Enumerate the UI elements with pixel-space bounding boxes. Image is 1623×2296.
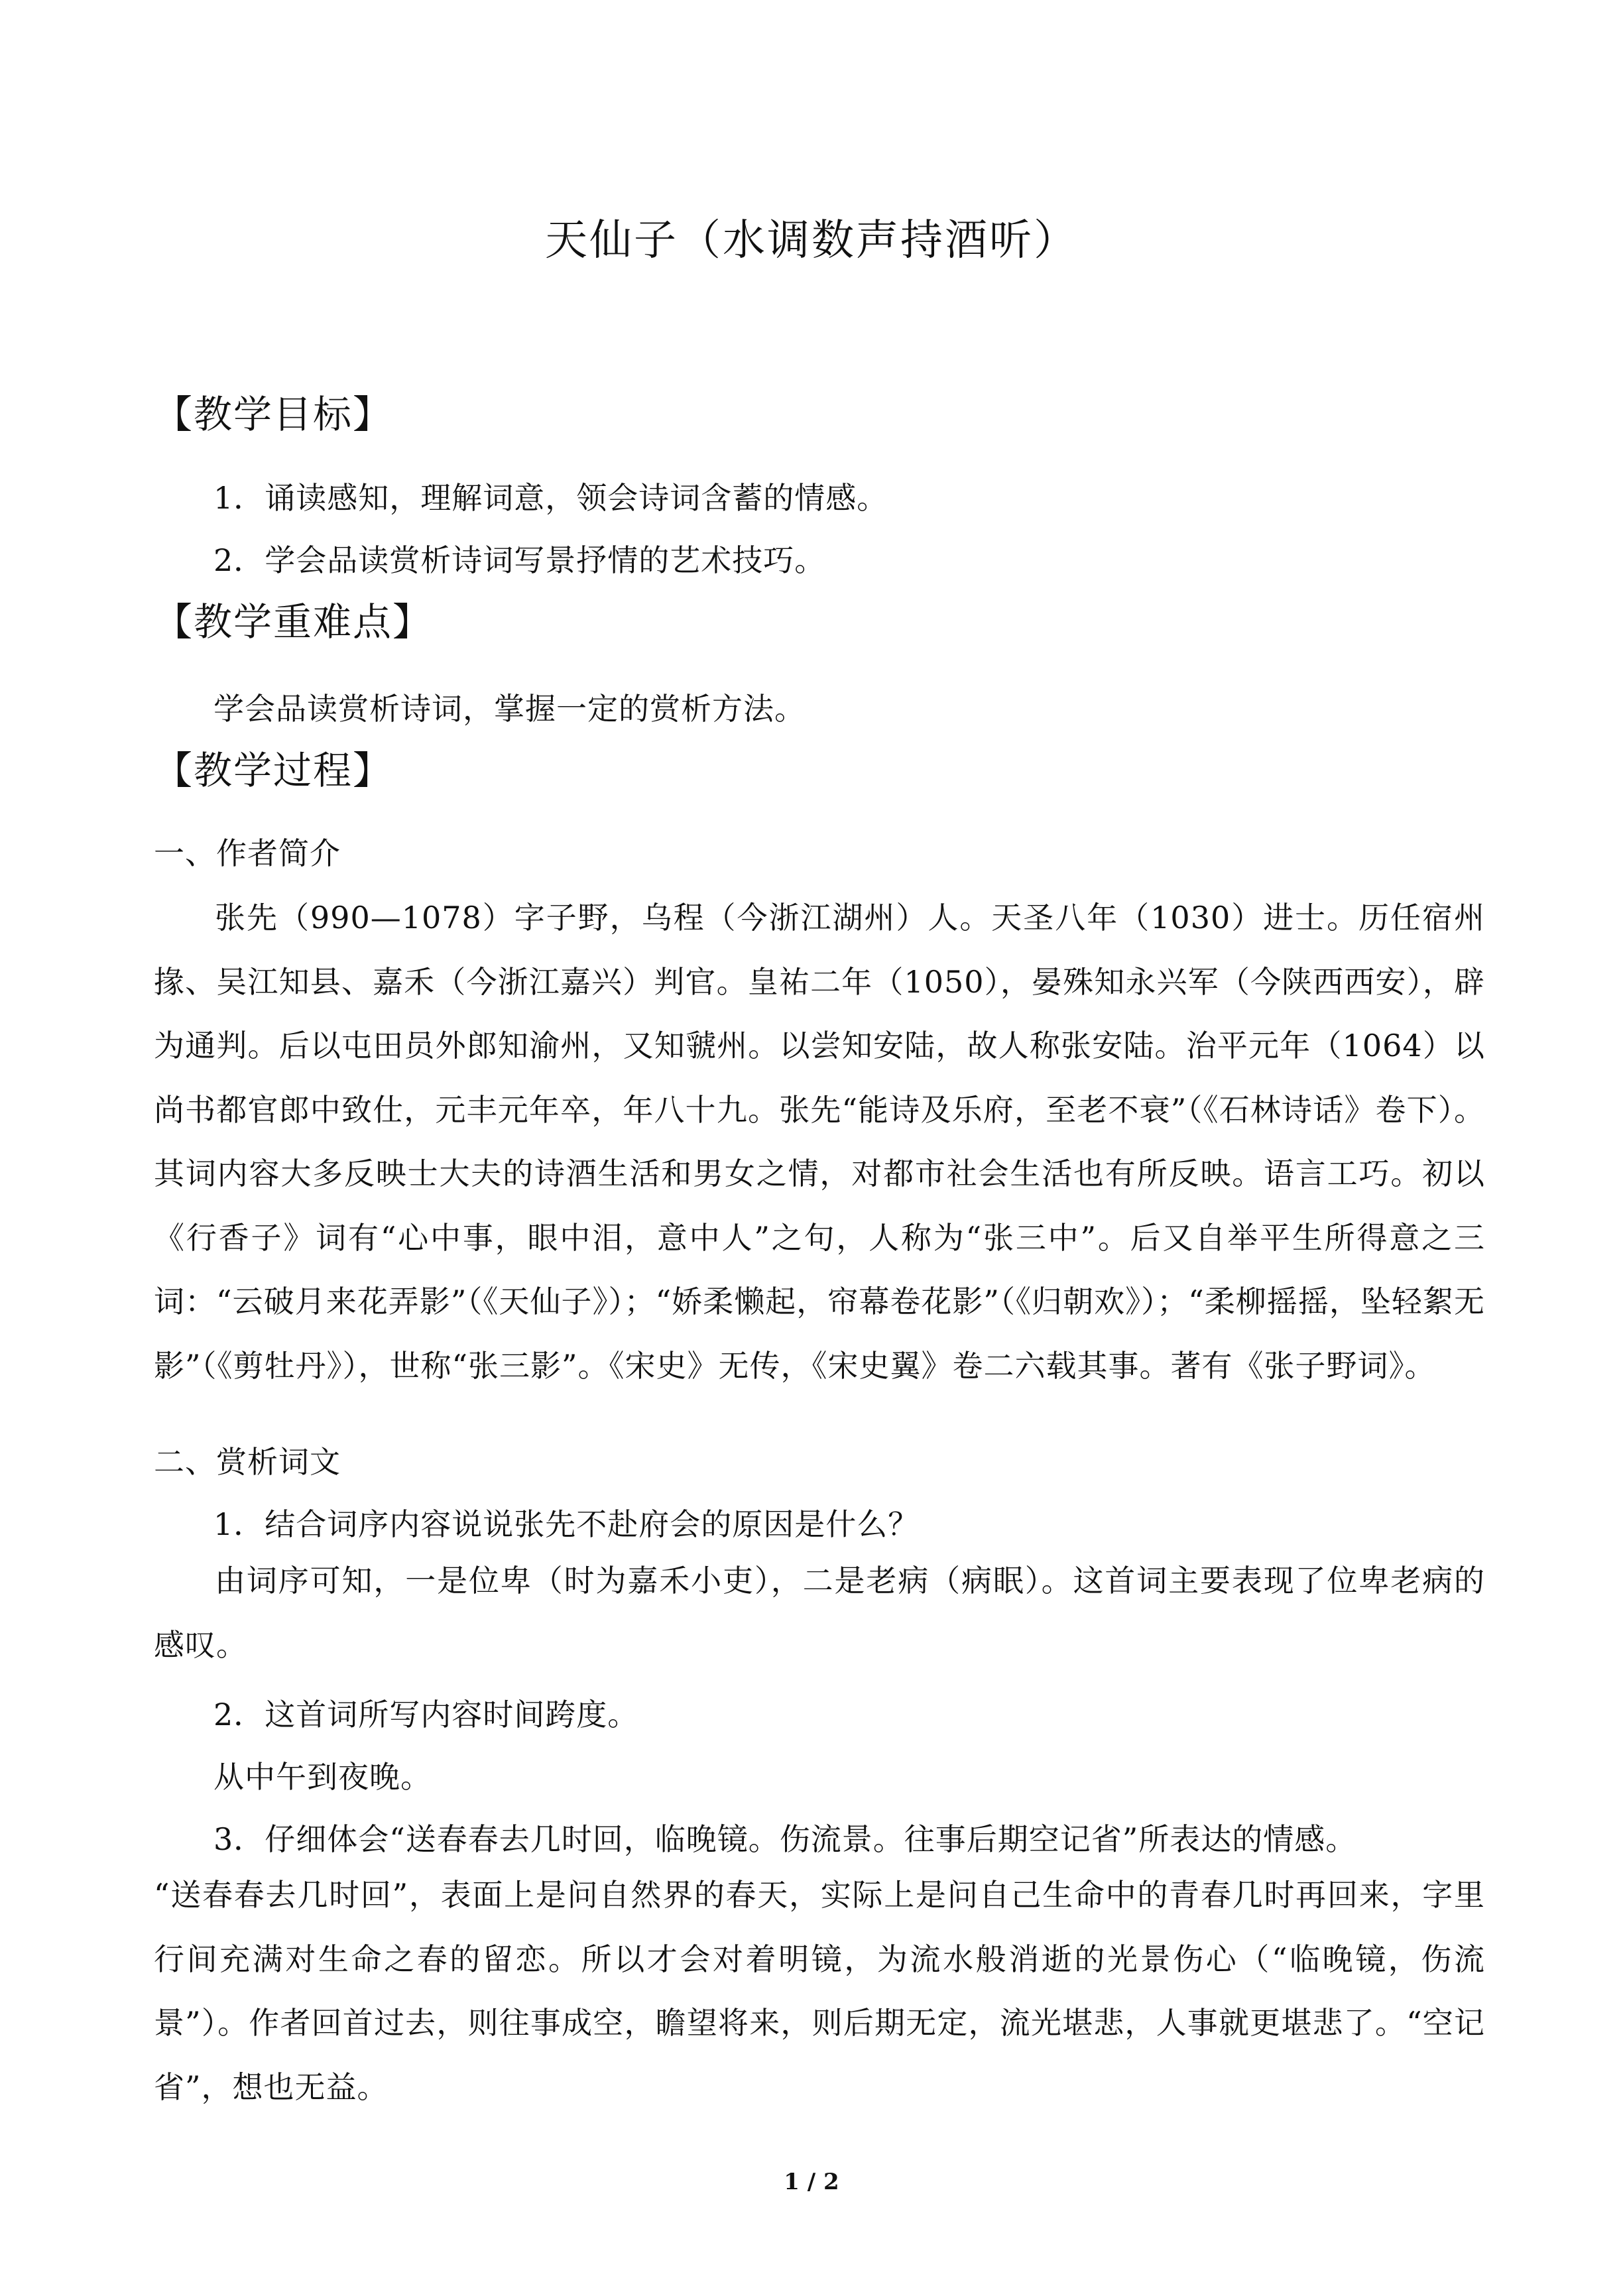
answer-3: “送春春去几时回”，表面上是问自然界的春天，实际上是问自己生命中的青春几时再回来，字里行间充满对生命之春的留恋。所以才会对着明镜，为流水般消逝的光景伤心（“临晚镜，伤流景”）。作者回首过去，则往事成空，瞻望将来，则后期无定，流光堪悲，人事就更堪悲了。“空记省”，想也无益。 — [154, 1877, 1485, 2105]
section-author-title: 一、作者简介 — [154, 835, 341, 871]
objective-item-2: 2．学会品读赏析诗词写景抒情的艺术技巧。 — [213, 542, 826, 578]
question-1: 1．结合词序内容说说张先不赴府会的原因是什么？ — [213, 1506, 920, 1542]
question-3: 3．仔细体会“送春春去几时回，临晚镜。伤流景。往事后期空记省”所表达的情感。 — [213, 1821, 1357, 1857]
section-author-text: 张先（990—1078）字子野，乌程（今浙江湖州）人。天圣八年（1030）进士。历任宿州掾、吴江知县、嘉禾（今浙江嘉兴）判官。皇祐二年（1050），晏殊知永兴军（今陕西西安），辟为通判。后以屯田员外郎知渝州，又知虢州。以尝知安陆，故人称张安陆。治平元年（1064）以尚书都官郎中致仕，元丰元年卒，年八十九。张先“能诗及乐府，至老不衰”（《石林诗话》卷下）。其词内容大多反映士大夫的诗酒生活和男女之情，对都市社会生活也有所反映。语言工巧。初以《行香子》词有“心中事，眼中泪，意中人”之句，人称为“张三中”。后又自举平生所得意之三词：“云破月来花弄影”（《天仙子》）；“娇柔懒起，帘幕卷花影”（《归朝欢》）；“柔柳摇摇，坠轻絮无影”（《剪牡丹》），世称“张三影”。《宋史》无传，《宋史翼》卷二六载其事。著有《张子野词》。 — [154, 900, 1485, 1384]
section-analysis-title: 二、赏析词文 — [154, 1444, 341, 1480]
objectives-heading: 【教学目标】 — [154, 392, 393, 437]
page-number: 1 / 2 — [784, 2169, 839, 2195]
key-points-text: 学会品读赏析诗词，掌握一定的赏析方法。 — [213, 691, 806, 727]
process-heading: 【教学过程】 — [154, 748, 393, 793]
key-points-heading: 【教学重难点】 — [154, 599, 433, 644]
objective-item-1: 1．诵读感知，理解词意，领会诗词含蓄的情感。 — [213, 480, 888, 516]
answer-1: 由词序可知，一是位卑（时为嘉禾小吏），二是老病（病眠）。这首词主要表现了位卑老病的感叹。 — [154, 1563, 1485, 1663]
document-title: 天仙子（水调数声持酒听） — [545, 216, 1078, 265]
answer-2: 从中午到夜晚。 — [213, 1759, 432, 1795]
question-2: 2．这首词所写内容时间跨度。 — [213, 1697, 639, 1732]
